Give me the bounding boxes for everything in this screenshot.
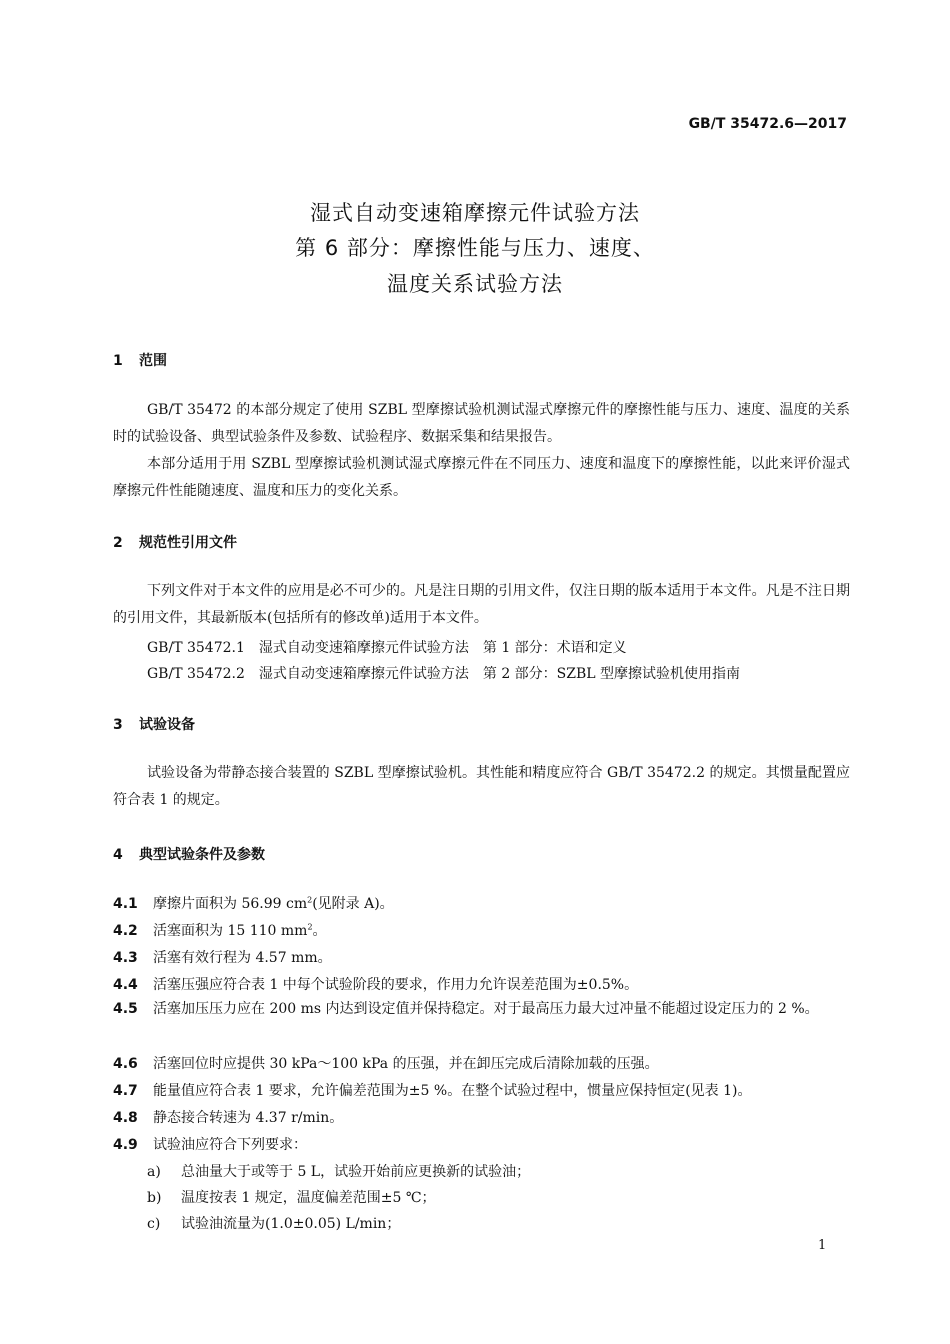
list-item-a: a) 总油量大于或等于 5 L，试验开始前应更换新的试验油； <box>147 1164 531 1180</box>
section-1-paragraph-2: 本部分适用于用 SZBL 型摩擦试验机测试湿式摩擦元件在不同压力、速度和温度下的摩擦性能，以此来评价湿式摩擦元件性能随速度、温度和压力的变化关系。 <box>113 456 850 499</box>
section-1-paragraph-1: GB/T 35472 的本部分规定了使用 SZBL 型摩擦试验机测试湿式摩擦元件的摩擦性能与压力、速度、温度的关系时的试验设备、典型试验条件及参数、试验程序、数据采集和结果报告。 <box>113 402 850 445</box>
list-item-c: c) 试验油流量为(1.0±0.05) L/min； <box>147 1216 401 1232</box>
clause-4-6: 4.6 活塞回位时应提供 30 kPa～100 kPa 的压强，并在卸压完成后清除加载的压强。 <box>113 1056 659 1072</box>
standard-number: GB/T 35472.6—2017 <box>688 116 847 132</box>
clause-4-9: 4.9 试验油应符合下列要求： <box>113 1137 307 1153</box>
clause-4-3: 4.3 活塞有效行程为 4.57 mm。 <box>113 950 332 966</box>
clause-4-4: 4.4 活塞压强应符合表 1 中每个试验阶段的要求，作用力允许误差范围为±0.5%。 <box>113 977 639 993</box>
section-3-heading: 3 试验设备 <box>113 717 195 733</box>
title-line-2: 第 6 部分：摩擦性能与压力、速度、 <box>295 236 655 260</box>
reference-2: GB/T 35472.2 湿式自动变速箱摩擦元件试验方法 第 2 部分：SZBL 型摩擦试验机使用指南 <box>147 666 741 682</box>
title-line-1: 湿式自动变速箱摩擦元件试验方法 <box>310 201 640 225</box>
section-2-heading: 2 规范性引用文件 <box>113 535 237 551</box>
clause-4-7: 4.7 能量值应符合表 1 要求，允许偏差范围为±5 %。在整个试验过程中，惯量应保持恒定(见表 1)。 <box>113 1083 752 1099</box>
reference-1: GB/T 35472.1 湿式自动变速箱摩擦元件试验方法 第 1 部分：术语和定义 <box>147 640 627 656</box>
section-3-paragraph-1: 试验设备为带静态接合装置的 SZBL 型摩擦试验机。其性能和精度应符合 GB/T 35472.2 的规定。其惯量配置应符合表 1 的规定。 <box>113 765 850 808</box>
clause-4-2: 4.2 活塞面积为 15 110 $mm^2$。 <box>113 922 327 939</box>
section-1-heading: 1 范围 <box>113 353 167 369</box>
page-number: 1 <box>818 1238 827 1253</box>
section-2-paragraph-1: 下列文件对于本文件的应用是必不可少的。凡是注日期的引用文件，仅注日期的版本适用于本文件。凡是不注日期的引用文件，其最新版本(包括所有的修改单)适用于本文件。 <box>113 583 850 626</box>
clause-4-8: 4.8 静态接合转速为 4.37 r/min。 <box>113 1110 344 1126</box>
title-line-3: 温度关系试验方法 <box>387 272 563 296</box>
clause-4-5: 4.5 活塞加压压力应在 200 ms 内达到设定值并保持稳定。对于最高压力最大过冲量不能超过设定压力的 2 %。 <box>113 1001 819 1017</box>
section-4-heading: 4 典型试验条件及参数 <box>113 847 265 863</box>
clause-4-1: 4.1 摩擦片面积为 56.99 $cm^2$(见附录 A)。 <box>113 895 394 912</box>
list-item-b: b) 温度按表 1 规定，温度偏差范围±5 ℃； <box>147 1190 436 1206</box>
